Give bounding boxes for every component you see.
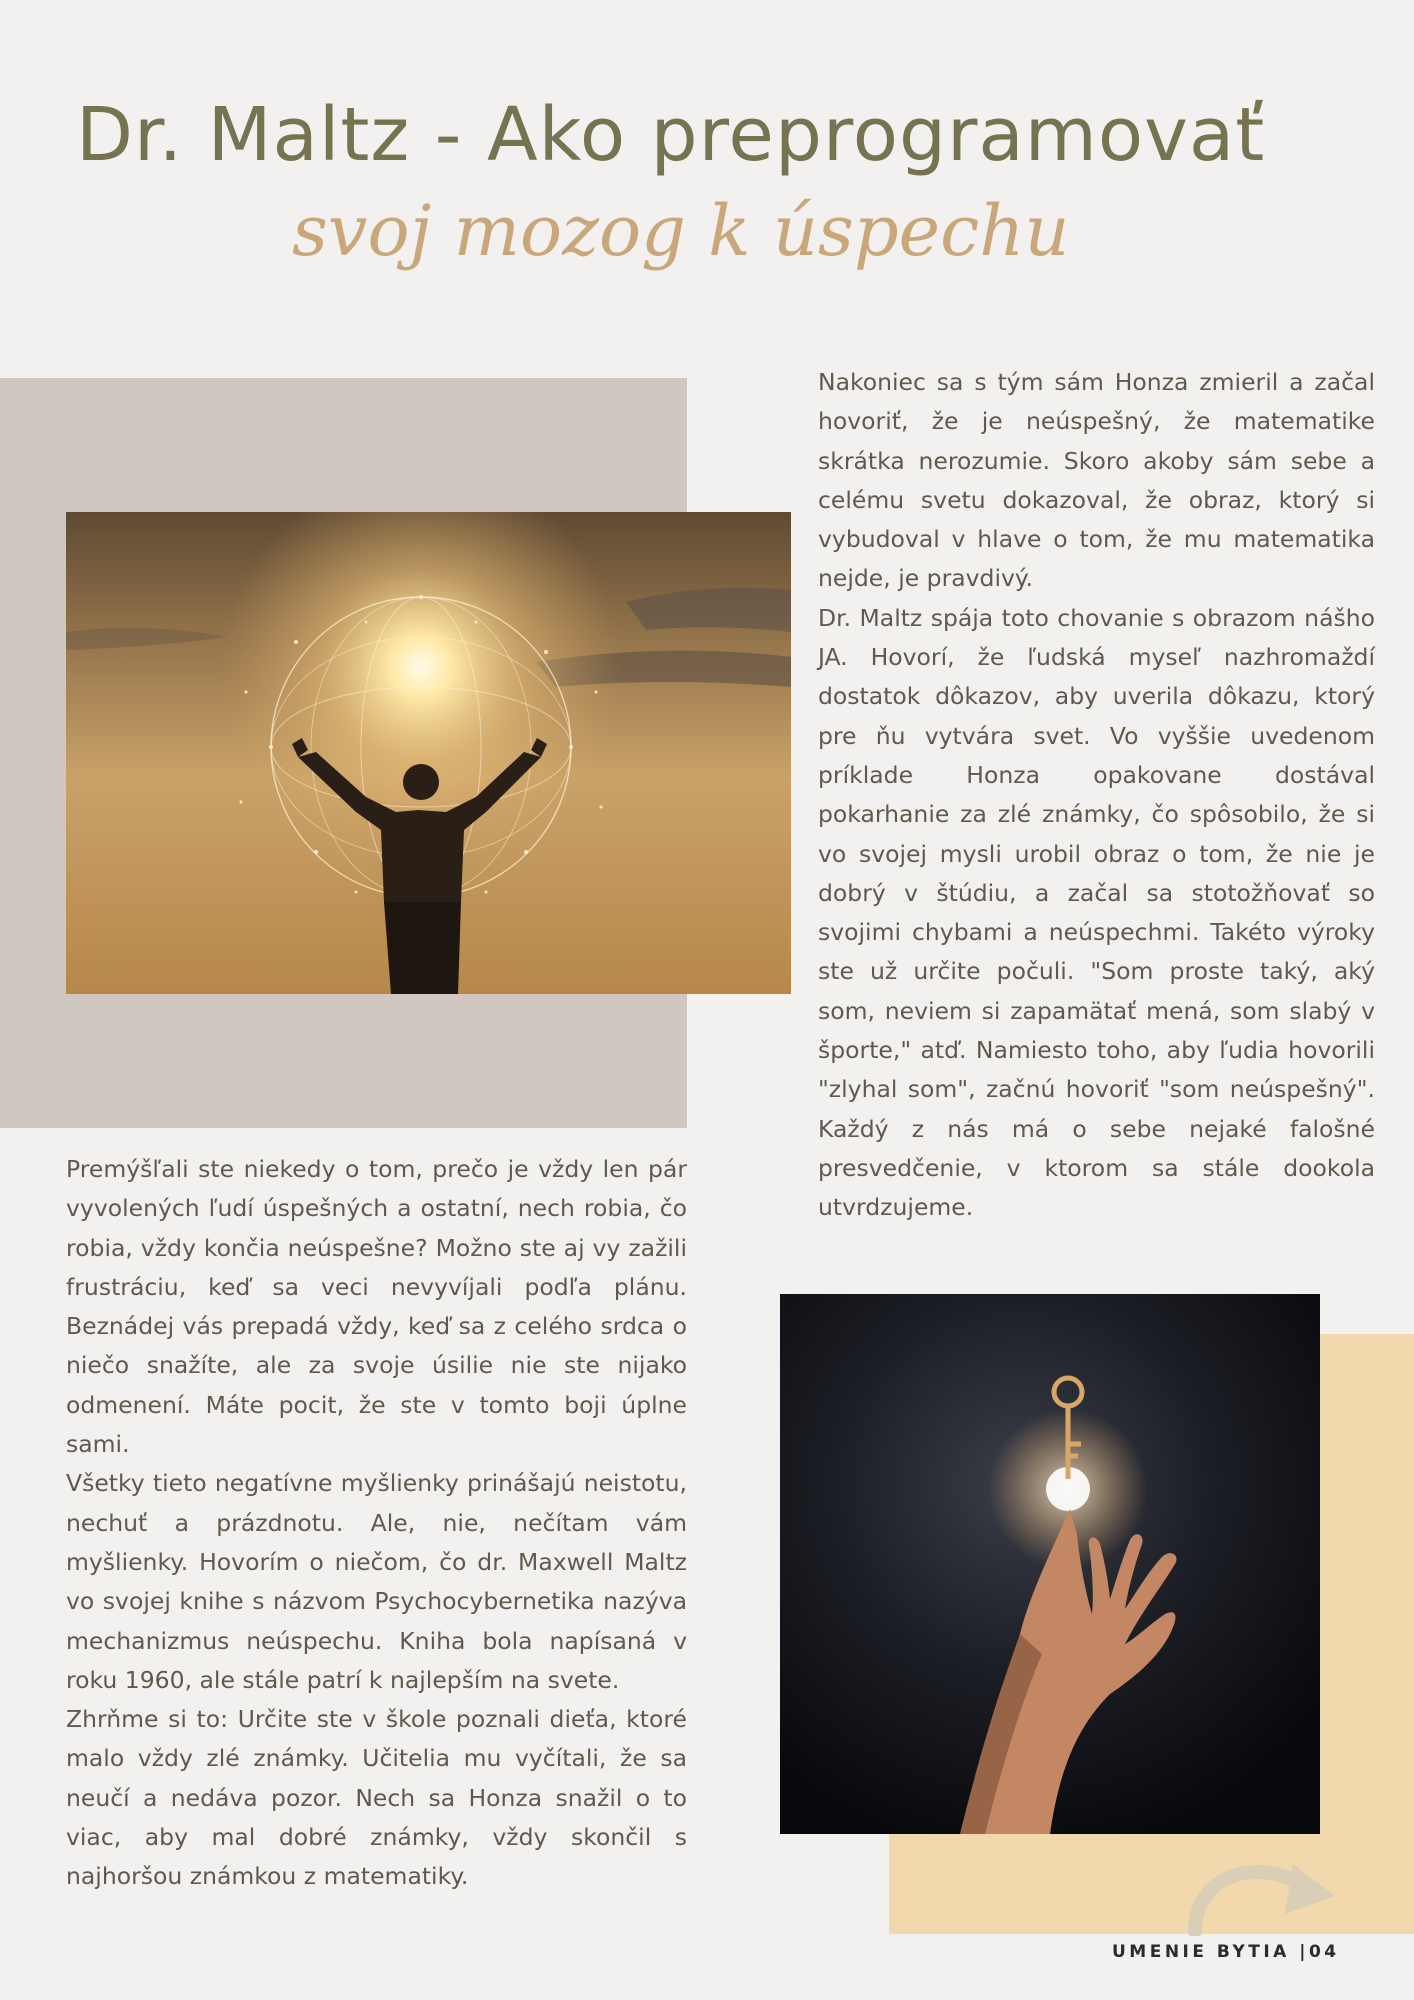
sunset-man-globe-photo: [66, 512, 791, 994]
page-subtitle: svoj mozog k úspechu: [292, 190, 1070, 272]
footer-label: UMENIE BYTIA |04: [1112, 1942, 1340, 1962]
right-paragraph-2: Dr. Maltz spája toto chovanie s obrazom nášho JA. Hovorí, že ľudská myseľ nazhromaždí dostatok dôkazov, aby uverila dôkazu, ktorý pre ňu vytvára svet. Vo vyššie uvedenom príklade Honza opakovane dostával pokarhanie za zlé známky, čo spôsobilo, že si vo svojej mysli urobil obraz o tom, že nie je dobrý v štúdiu, a začal sa stotožňovať so svojimi chybami a neúspechmi. Takéto výroky ste už určite počuli. "Som proste taký, aký som, neviem si zapamätať mená, som slabý v športe," atď. Namiesto toho, aby ľudia hovorili "zlyhal som", začnú hovoriť "som neúspešný". Každý z nás má o sebe nejaké falošné presvedčenie, v ktorom sa stále dookola utvrdzujeme.: [818, 603, 1375, 1222]
right-text-column: [818, 363, 1375, 1228]
left-paragraph-2: Všetky tieto negatívne myšlienky prinášajú neistotu, nechuť a prázdnotu. Ale, nie, nečítam vám myšlienky. Hovorím o niečom, čo dr. Maxwell Maltz vo svojej knihe s názvom Psychocybernetika nazýva mechanizmus neúspechu. Kniha bola napísaná v roku 1960, ale stále patrí k najlepším na svete.: [66, 1469, 687, 1694]
left-paragraph-1: Premýšľali ste niekedy o tom, prečo je vždy len pár vyvolených ľudí úspešných a ostatní, nech robia, čo robia, vždy končia neúspešne? Možno ste aj vy zažili frustráciu, keď sa veci nevyvíjali podľa plánu. Beznádej vás prepadá vždy, keď sa z celého srdca o niečo snažíte, ale za svoje úsilie nie ste nijako odmenení. Máte pocit, že ste v tomto boji úplne sami.: [66, 1155, 687, 1459]
left-text-column: [66, 1150, 687, 1897]
page-title: Dr. Maltz - Ako preprogramovať: [76, 92, 1266, 178]
glowing-key-hand-photo: [780, 1294, 1320, 1834]
right-paragraph-1: Nakoniec sa s tým sám Honza zmieril a začal hovoriť, že je neúspešný, že matematike skrátka nerozumie. Skoro akoby sám sebe a celému svetu dokazoval, že obraz, ktorý si vybudoval v hlave o tom, že mu matematika nejde, je pravdivý.: [818, 368, 1375, 593]
curved-arrow-icon[interactable]: [1185, 1846, 1355, 1936]
left-paragraph-3: Zhrňme si to: Určite ste v škole poznali dieťa, ktoré malo vždy zlé známky. Učitelia mu vyčítali, že sa neučí a nedáva pozor. Nech sa Honza snažil o to viac, aby mal dobré známky, vždy skončil s najhoršou známkou z matematiky.: [66, 1705, 687, 1891]
